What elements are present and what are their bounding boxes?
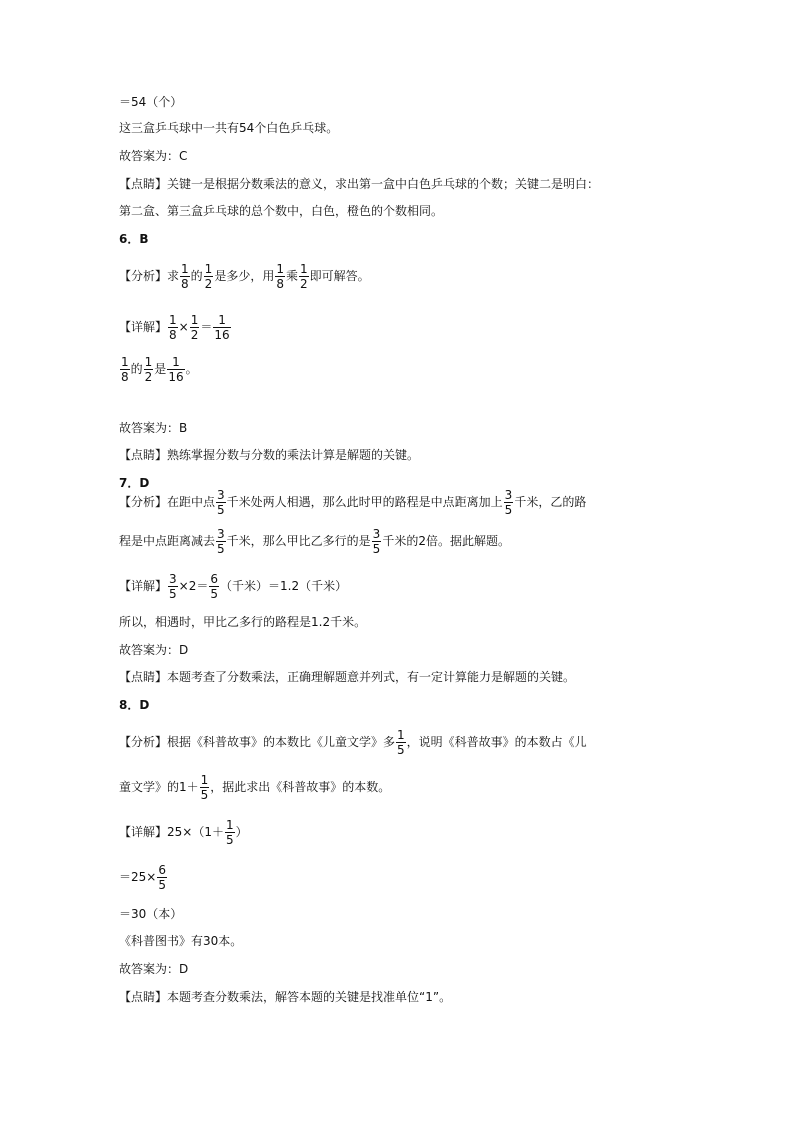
fraction-denominator: 2 [190, 328, 199, 342]
fraction-numerator: 6 [158, 863, 166, 877]
fraction-numerator: 3 [372, 527, 381, 541]
text-line: 【点睛】本题考查了分数乘法，正确理解题意并列式，有一定计算能力是解题的关键。 [119, 670, 576, 684]
fraction [372, 527, 382, 556]
fraction-numerator: 1 [276, 262, 284, 276]
fraction-numerator: 1 [172, 355, 180, 369]
fraction-denominator: 5 [158, 878, 166, 892]
fraction-denominator: 2 [204, 277, 213, 291]
fraction [216, 488, 226, 517]
fraction-numerator: 1 [144, 355, 153, 369]
text-run: 童文学》的1＋ [119, 780, 199, 794]
text-run: 【详解】 [119, 579, 168, 593]
fraction-denominator: 16 [168, 370, 184, 384]
text-run: 的 [130, 362, 143, 376]
text-line: 故答案为：D [119, 643, 189, 657]
fraction-denominator: 8 [181, 277, 189, 291]
text-run: 。 [185, 362, 198, 376]
fraction-denominator: 2 [299, 277, 308, 291]
fraction [204, 262, 214, 291]
text-run: ，据此求出《科普故事》的本数。 [210, 780, 391, 794]
fraction-denominator: 5 [397, 743, 405, 757]
text-run: ，说明《科普故事》的本数占《儿 [406, 735, 587, 749]
fraction [209, 572, 219, 601]
fraction-numerator: 1 [200, 773, 209, 787]
text-run: ＝ [200, 320, 213, 334]
math-line [119, 818, 248, 847]
math-line [119, 355, 198, 384]
text-run: 即可解答。 [309, 269, 370, 283]
fraction [190, 313, 200, 342]
fraction-numerator: 1 [397, 728, 405, 742]
fraction-numerator: 1 [121, 355, 129, 369]
text-run: 千米，乙的路 [514, 495, 587, 509]
fraction [213, 313, 230, 342]
fraction-denominator: 16 [214, 328, 230, 342]
fraction-denominator: 8 [169, 328, 177, 342]
text-run: 是多少，用 [214, 269, 275, 283]
text-run: 千米，那么甲比乙多行的是 [226, 534, 371, 548]
fraction-denominator: 5 [210, 587, 218, 601]
question-number: 8．D [119, 698, 150, 712]
fraction-denominator: 5 [225, 833, 234, 847]
text-run: ＝25× [119, 870, 157, 884]
fraction [168, 572, 178, 601]
text-run: 【详解】 [119, 320, 168, 334]
fraction [120, 355, 130, 384]
question-number: 6．B [119, 232, 149, 246]
fraction-denominator: 5 [372, 542, 381, 556]
fraction-numerator: 1 [225, 818, 234, 832]
fraction-numerator: 3 [169, 572, 177, 586]
text-run: 千米的2倍。据此解题。 [382, 534, 510, 548]
text-line: ＝30（本） [119, 907, 183, 921]
text-line: 这三盒乒乓球中一共有54个白色乒乓球。 [119, 121, 339, 135]
text-line: 所以，相遇时，甲比乙多行的路程是1.2千米。 [119, 615, 367, 629]
math-line [119, 527, 510, 556]
math-line [119, 728, 587, 757]
text-line: 《科普图书》有30本。 [119, 934, 243, 948]
math-line [119, 773, 390, 802]
fraction-denominator: 8 [121, 370, 129, 384]
math-line [119, 488, 586, 517]
fraction [396, 728, 406, 757]
fraction [225, 818, 235, 847]
text-run: 是 [154, 362, 167, 376]
text-run: 的 [190, 269, 203, 283]
fraction-numerator: 1 [181, 262, 189, 276]
fraction-denominator: 2 [144, 370, 153, 384]
fraction-numerator: 6 [210, 572, 218, 586]
fraction-numerator: 1 [299, 262, 308, 276]
math-line [119, 262, 370, 291]
text-line: ＝54（个） [119, 95, 183, 109]
fraction-denominator: 8 [276, 277, 284, 291]
fraction [504, 488, 514, 517]
text-line: 故答案为：B [119, 421, 188, 435]
text-run: 【分析】求 [119, 269, 180, 283]
fraction-numerator: 3 [217, 527, 225, 541]
question-number: 7．D [119, 476, 150, 490]
fraction [144, 355, 154, 384]
text-run: 乘 [285, 269, 298, 283]
math-line [119, 863, 168, 892]
fraction [167, 355, 184, 384]
text-run: 程是中点距离减去 [119, 534, 216, 548]
fraction-numerator: 3 [217, 488, 225, 502]
fraction [200, 773, 210, 802]
fraction-numerator: 1 [169, 313, 177, 327]
fraction [299, 262, 309, 291]
text-run: ×2＝ [178, 579, 209, 593]
text-line: 第二盒、第三盒乒乓球的总个数中，白色，橙色的个数相同。 [119, 204, 444, 218]
fraction [180, 262, 190, 291]
text-line: 【点睛】本题考查分数乘法，解答本题的关键是找准单位“1”。 [119, 990, 452, 1004]
text-run: （千米）＝1.2（千米） [220, 579, 348, 593]
text-line: 故答案为：D [119, 962, 189, 976]
fraction-numerator: 3 [504, 488, 513, 502]
fraction-denominator: 5 [200, 788, 209, 802]
math-line [119, 313, 232, 342]
text-line: 【点睛】熟练掌握分数与分数的乘法计算是解题的关键。 [119, 448, 420, 462]
text-run: ） [235, 825, 248, 839]
fraction-numerator: 1 [204, 262, 213, 276]
fraction-denominator: 5 [217, 503, 225, 517]
fraction-numerator: 1 [218, 313, 226, 327]
text-run: × [178, 320, 189, 334]
text-run: 【详解】25×（1＋ [119, 825, 224, 839]
fraction-denominator: 5 [217, 542, 225, 556]
fraction-numerator: 1 [190, 313, 199, 327]
fraction [157, 863, 167, 892]
text-line: 故答案为：C [119, 149, 188, 163]
fraction [168, 313, 178, 342]
fraction [275, 262, 285, 291]
fraction [216, 527, 226, 556]
text-run: 【分析】在距中点 [119, 495, 216, 509]
fraction-denominator: 5 [169, 587, 177, 601]
text-run: 千米处两人相遇，那么此时甲的路程是中点距离加上 [226, 495, 503, 509]
math-line [119, 572, 347, 601]
text-line: 【点睛】关键一是根据分数乘法的意义，求出第一盒中白色乒乓球的个数；关键二是明白： [119, 177, 600, 191]
fraction-denominator: 5 [504, 503, 513, 517]
text-run: 【分析】根据《科普故事》的本数比《儿童文学》多 [119, 735, 396, 749]
